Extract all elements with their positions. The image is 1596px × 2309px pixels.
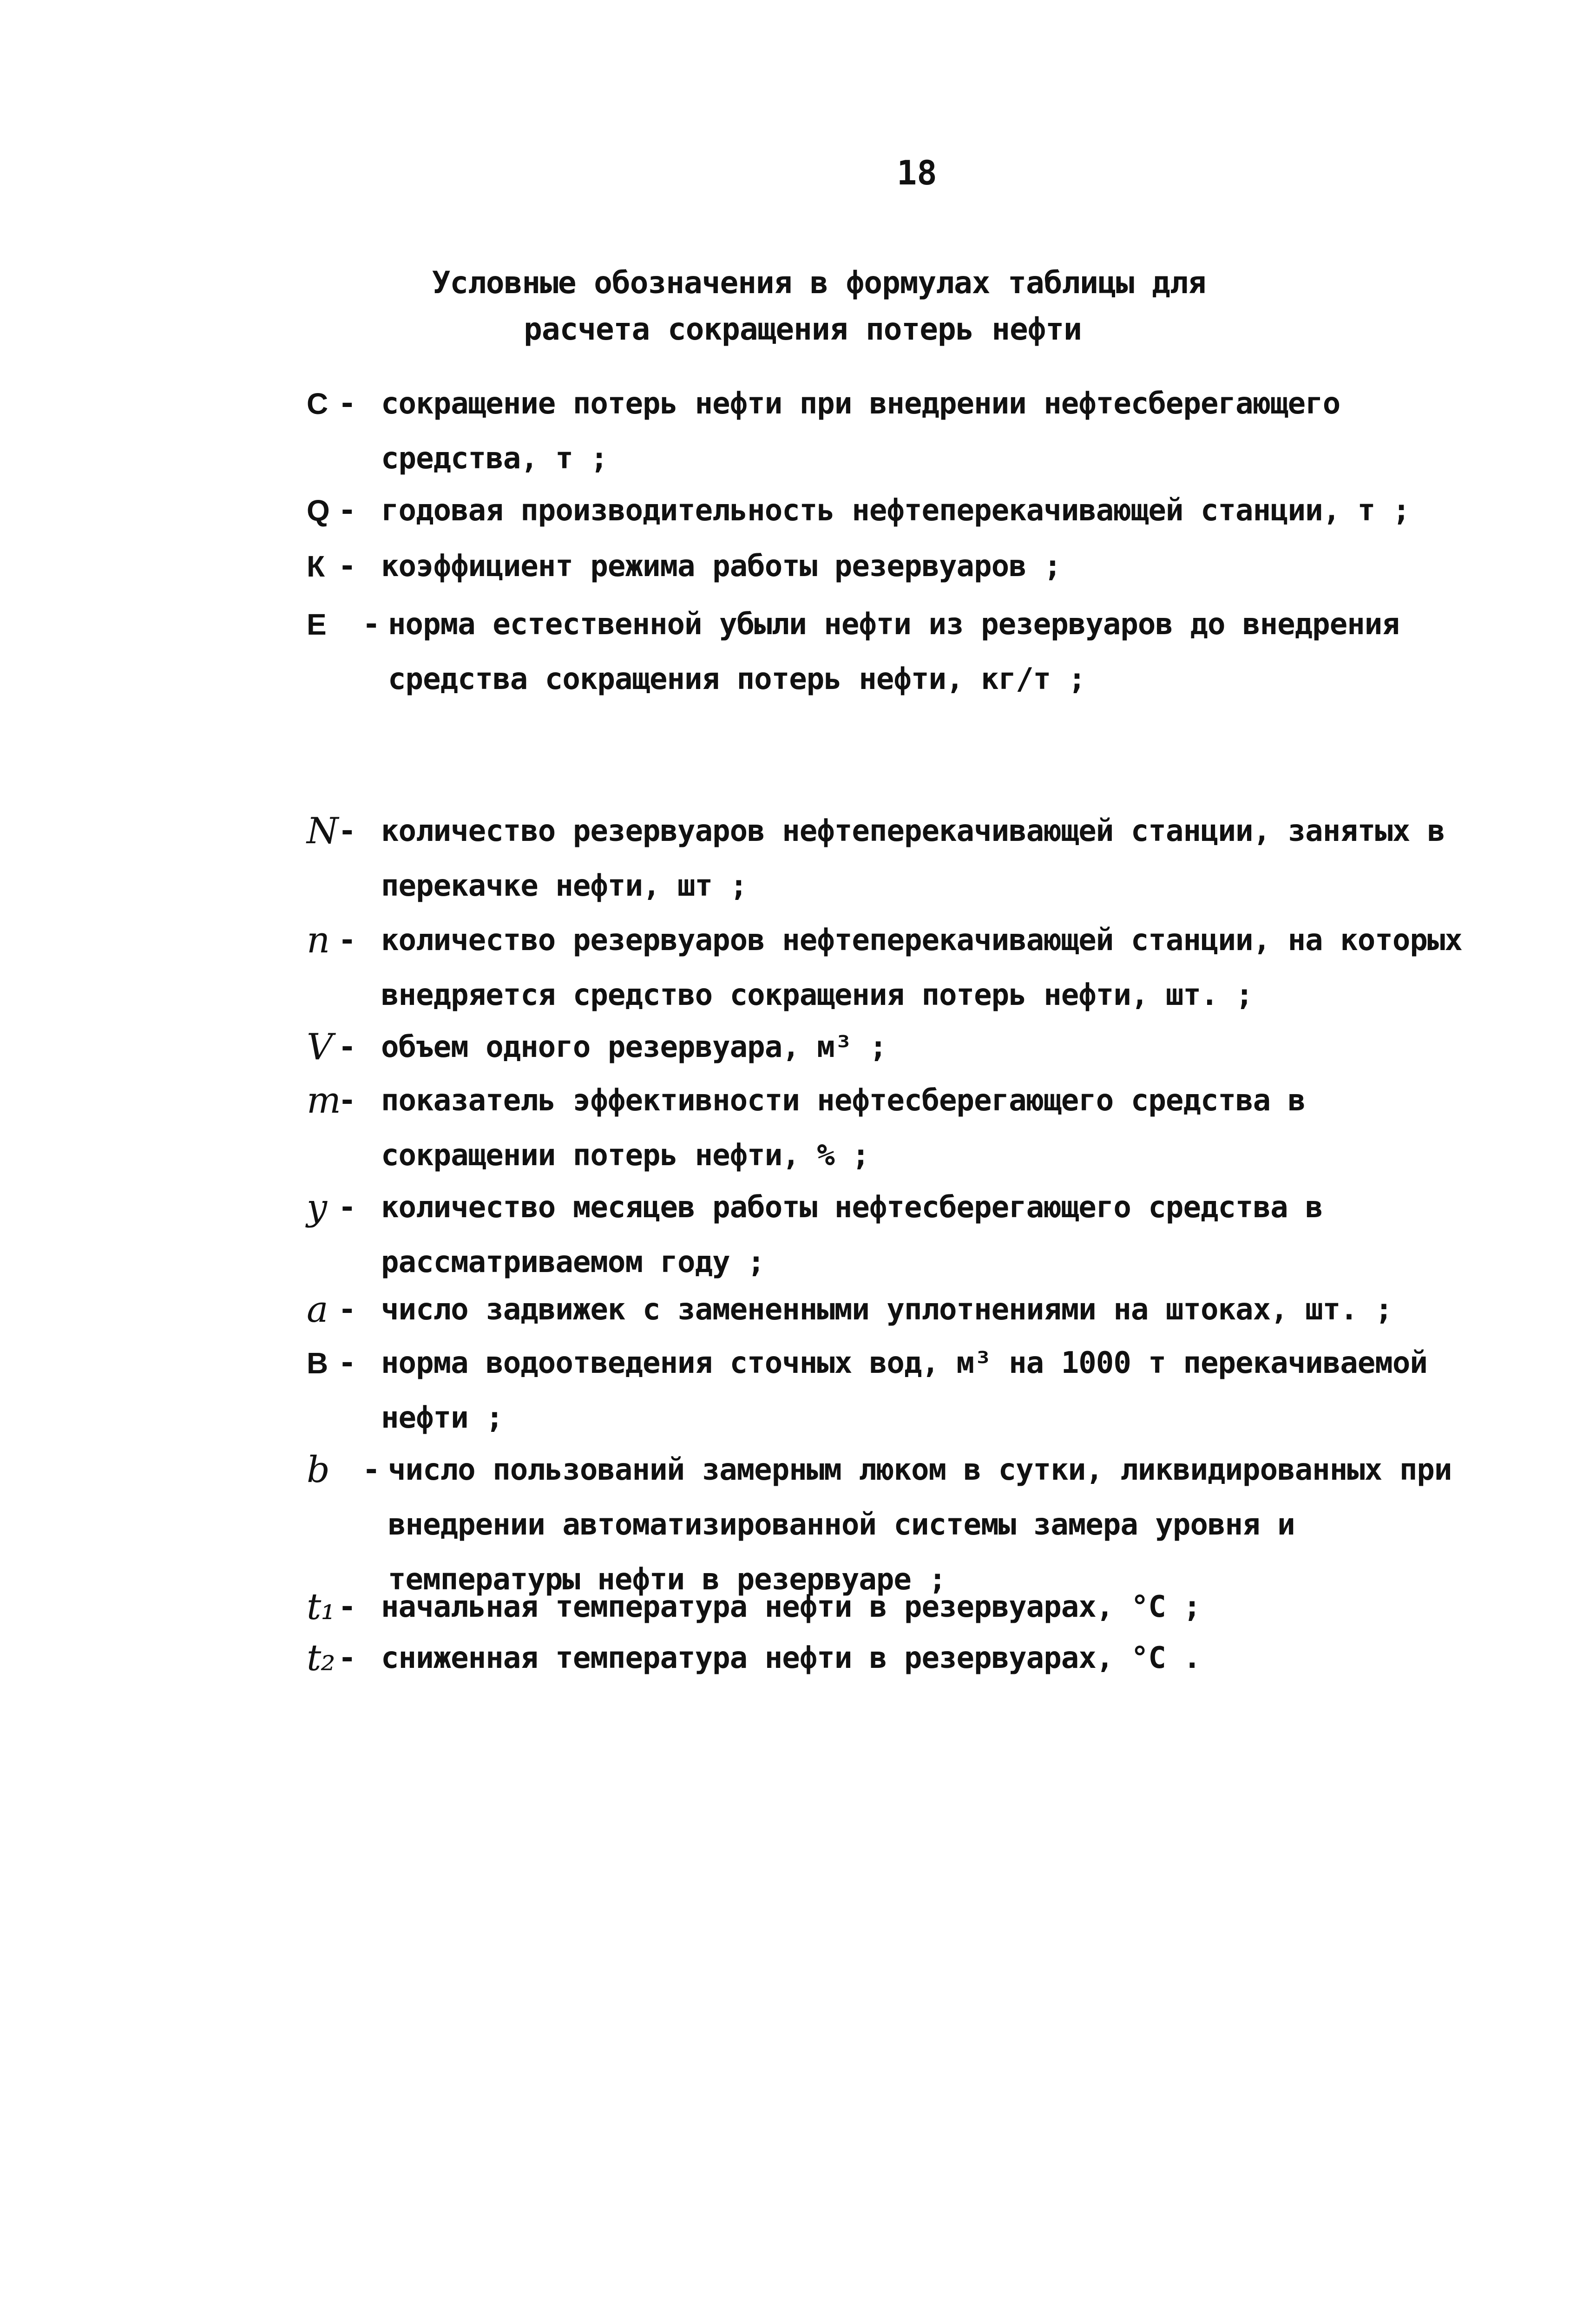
symbol: V xyxy=(307,1026,333,1068)
legend-entry xyxy=(307,1180,1496,1290)
definition: объем одного резервуара, м³ ; xyxy=(381,1030,887,1064)
dash: - xyxy=(338,493,356,528)
symbol: a xyxy=(307,1289,328,1331)
legend-entry xyxy=(307,1580,1496,1634)
definition: количество резервуаров нефтеперекачивающей станции, на которых внедряется средство сокращения потерь нефти, шт. ; xyxy=(381,923,1462,1012)
dash: - xyxy=(338,814,356,848)
symbol: К xyxy=(307,550,325,583)
definition: количество месяцев работы нефтесберегающего средства в рассматриваемом году ; xyxy=(381,1190,1323,1279)
definition: начальная температура нефти в резервуарах, °С ; xyxy=(381,1590,1201,1624)
definition: число задвижек с замененными уплотнениями на штоках, шт. ; xyxy=(381,1292,1392,1327)
symbol: m xyxy=(307,1080,341,1122)
legend-entry xyxy=(307,804,1496,913)
dash: - xyxy=(338,549,356,584)
dash: - xyxy=(338,1083,356,1118)
legend-entry xyxy=(307,1282,1496,1337)
definition: годовая производительность нефтеперекачивающей станции, т ; xyxy=(381,493,1410,528)
symbol: t₂ xyxy=(307,1637,335,1679)
symbol: y xyxy=(307,1187,327,1228)
symbol: Q xyxy=(307,494,329,527)
symbol: b xyxy=(307,1449,329,1491)
legend-entry xyxy=(307,539,1496,594)
definition: сниженная температура нефти в резервуарах, °С . xyxy=(381,1641,1201,1675)
legend-entry xyxy=(307,483,1496,538)
symbol: Е xyxy=(307,608,326,641)
legend-entry xyxy=(307,913,1496,1023)
symbol: N xyxy=(307,810,338,852)
definition: норма водоотведения сточных вод, м³ на 1000 т перекачиваемой нефти ; xyxy=(381,1346,1427,1435)
dash: - xyxy=(338,923,356,958)
dash: - xyxy=(362,1453,380,1487)
dash: - xyxy=(338,1030,356,1064)
legend-entry xyxy=(307,376,1496,486)
symbol: С xyxy=(307,387,328,420)
legend-entry xyxy=(307,597,1496,707)
definition: показатель эффективности нефтесберегающего средства в сокращении потерь нефти, % ; xyxy=(381,1083,1306,1173)
dash: - xyxy=(338,1346,356,1380)
definition: коэффициент режима работы резервуаров ; xyxy=(381,549,1061,584)
definition: число пользований замерным люком в сутки, ликвидированных при внедрении автоматизированной системы замера уровня и температуры нефти в резервуаре ; xyxy=(388,1453,1452,1597)
dash: - xyxy=(338,387,356,421)
legend-entry xyxy=(307,1336,1496,1445)
legend-entry xyxy=(307,1631,1496,1686)
dash: - xyxy=(338,1641,356,1675)
dash: - xyxy=(338,1292,356,1327)
definition: норма естественной убыли нефти из резервуаров до внедрения средства сокращения потерь нефти, кг/т ; xyxy=(388,607,1399,696)
symbol: t₁ xyxy=(307,1586,335,1628)
legend-entry xyxy=(307,1073,1496,1183)
definition: количество резервуаров нефтеперекачивающей станции, занятых в перекачке нефти, шт ; xyxy=(381,814,1445,903)
page-number: 18 xyxy=(897,153,937,192)
definition: сокращение потерь нефти при внедрении нефтесберегающего средства, т ; xyxy=(381,387,1340,476)
heading-line-2: расчета сокращения потерь нефти xyxy=(524,311,1082,347)
dash: - xyxy=(338,1590,356,1624)
dash: - xyxy=(338,1190,356,1225)
legend-entry xyxy=(307,1020,1496,1075)
symbol: n xyxy=(307,919,330,961)
heading-line-1: Условные обозначения в формулах таблицы для xyxy=(432,265,1206,301)
symbol: В xyxy=(307,1346,328,1380)
dash: - xyxy=(362,607,380,642)
